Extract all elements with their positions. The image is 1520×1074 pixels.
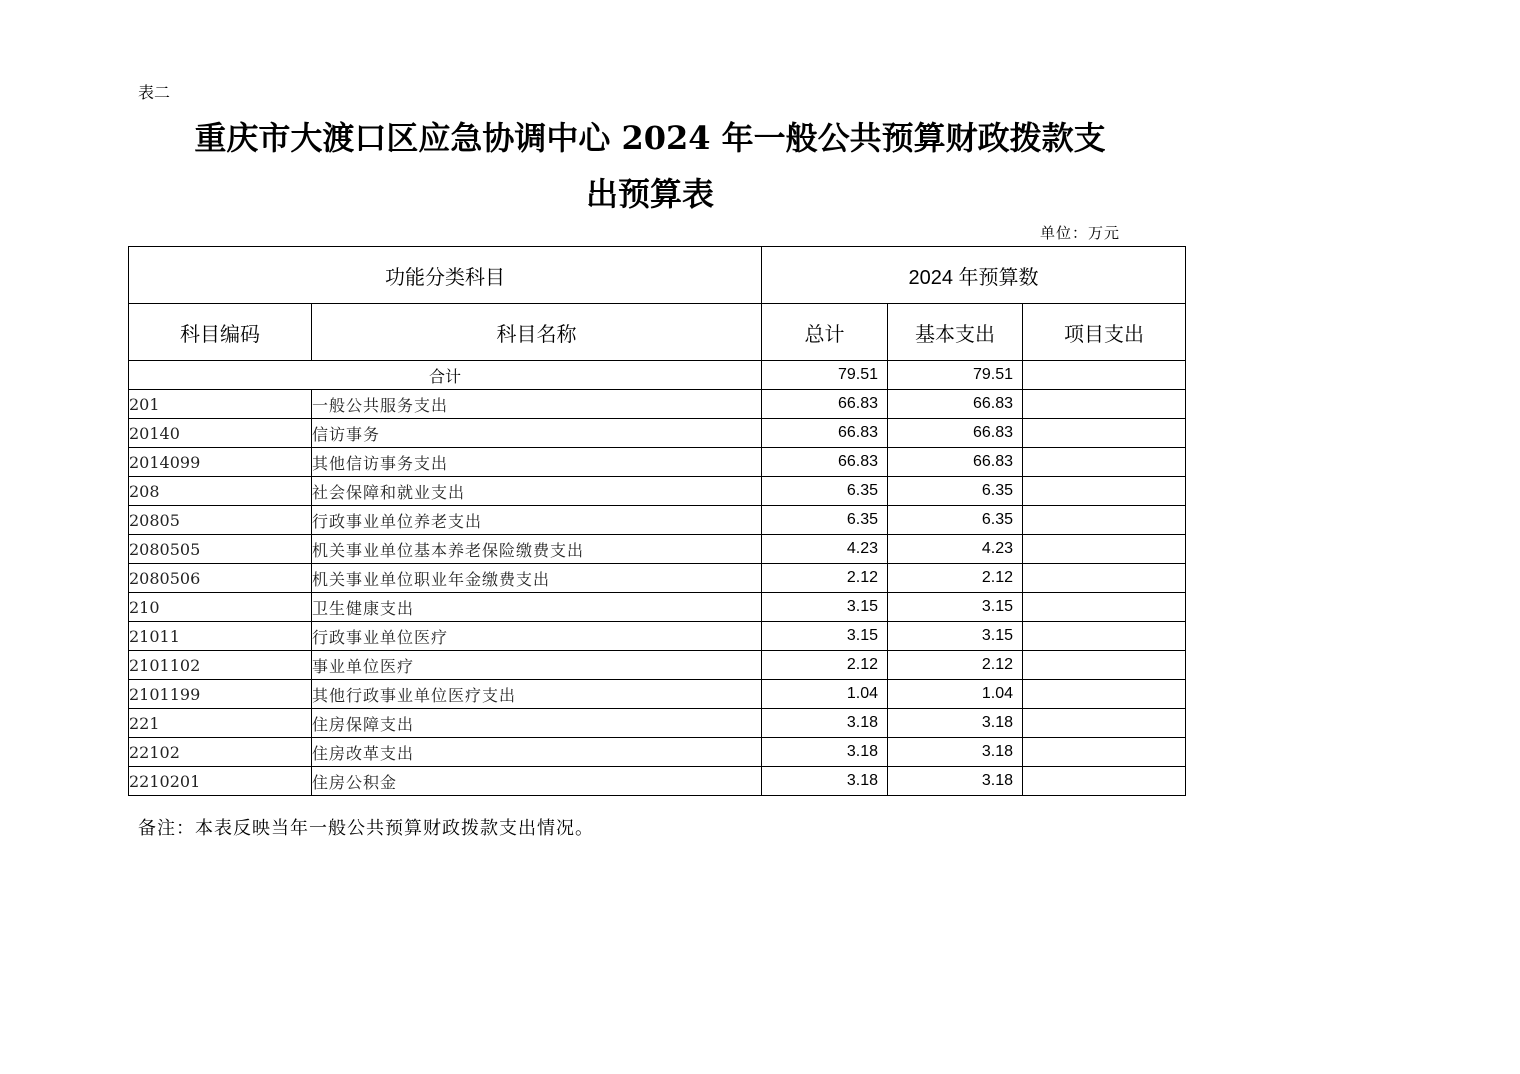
table-row: [129, 390, 1186, 419]
row-project: [1023, 593, 1186, 622]
row-total: 4.23: [762, 535, 888, 564]
header-basic: 基本支出: [888, 304, 1023, 361]
row-total: 6.35: [762, 506, 888, 535]
table-row: [129, 738, 1186, 767]
title-line-2: 出预算表: [585, 175, 714, 213]
row-code: 2014099: [129, 448, 312, 477]
table-label: 表二: [138, 83, 171, 102]
row-code: 2101199: [129, 680, 312, 709]
page-title: [120, 110, 1180, 222]
header-code: 科目编码: [129, 304, 312, 361]
row-total: 3.15: [762, 622, 888, 651]
row-basic: 1.04: [888, 680, 1023, 709]
header-group-row: [129, 247, 1186, 304]
row-code: 2101102: [129, 651, 312, 680]
row-total: 6.35: [762, 477, 888, 506]
row-basic: 66.83: [888, 390, 1023, 419]
row-project: [1023, 709, 1186, 738]
total-row: [129, 361, 1186, 390]
row-code: 210: [129, 593, 312, 622]
row-total: 3.15: [762, 593, 888, 622]
row-name: 行政事业单位养老支出: [312, 506, 762, 535]
row-basic: 3.15: [888, 593, 1023, 622]
header-project: 项目支出: [1023, 304, 1186, 361]
row-name: 机关事业单位职业年金缴费支出: [312, 564, 762, 593]
total-label: 合计: [129, 361, 762, 390]
row-code: 2080505: [129, 535, 312, 564]
table-row: [129, 651, 1186, 680]
row-total: 3.18: [762, 709, 888, 738]
row-basic: 2.12: [888, 564, 1023, 593]
row-code: 22102: [129, 738, 312, 767]
table-row: [129, 622, 1186, 651]
header-subject-group: 功能分类科目: [129, 247, 762, 304]
table-row: [129, 564, 1186, 593]
row-project: [1023, 506, 1186, 535]
row-project: [1023, 767, 1186, 796]
row-basic: 66.83: [888, 448, 1023, 477]
row-project: [1023, 651, 1186, 680]
table-row: [129, 535, 1186, 564]
header-budget-group: 2024 年预算数: [762, 247, 1186, 304]
row-basic: 3.18: [888, 767, 1023, 796]
row-project: [1023, 477, 1186, 506]
table-row: [129, 506, 1186, 535]
row-name: 住房改革支出: [312, 738, 762, 767]
row-project: [1023, 564, 1186, 593]
row-name: 住房保障支出: [312, 709, 762, 738]
row-basic: 6.35: [888, 477, 1023, 506]
row-total: 1.04: [762, 680, 888, 709]
header-name: 科目名称: [312, 304, 762, 361]
row-name: 机关事业单位基本养老保险缴费支出: [312, 535, 762, 564]
table-row: [129, 680, 1186, 709]
row-basic: 3.18: [888, 709, 1023, 738]
row-basic: 3.18: [888, 738, 1023, 767]
row-project: [1023, 535, 1186, 564]
unit-label: 单位：万元: [1040, 224, 1121, 242]
row-name: 其他行政事业单位医疗支出: [312, 680, 762, 709]
row-project: [1023, 680, 1186, 709]
row-basic: 6.35: [888, 506, 1023, 535]
row-code: 221: [129, 709, 312, 738]
row-code: 21011: [129, 622, 312, 651]
row-code: 20805: [129, 506, 312, 535]
row-total: 2.12: [762, 651, 888, 680]
row-code: 208: [129, 477, 312, 506]
row-total: 3.18: [762, 738, 888, 767]
row-project: [1023, 622, 1186, 651]
row-name: 信访事务: [312, 419, 762, 448]
row-code: 2080506: [129, 564, 312, 593]
row-total: 66.83: [762, 448, 888, 477]
header-total: 总计: [762, 304, 888, 361]
row-basic: 2.12: [888, 651, 1023, 680]
row-name: 一般公共服务支出: [312, 390, 762, 419]
row-name: 行政事业单位医疗: [312, 622, 762, 651]
row-code: 201: [129, 390, 312, 419]
total-project: [1023, 361, 1186, 390]
row-basic: 66.83: [888, 419, 1023, 448]
row-name: 住房公积金: [312, 767, 762, 796]
row-total: 66.83: [762, 419, 888, 448]
row-code: 20140: [129, 419, 312, 448]
total-total: 79.51: [762, 361, 888, 390]
row-project: [1023, 738, 1186, 767]
table-row: [129, 477, 1186, 506]
table-row: [129, 419, 1186, 448]
table-row: [129, 709, 1186, 738]
row-basic: 4.23: [888, 535, 1023, 564]
table-row: [129, 448, 1186, 477]
row-basic: 3.15: [888, 622, 1023, 651]
table-row: [129, 593, 1186, 622]
row-total: 3.18: [762, 767, 888, 796]
budget-table: [128, 246, 1186, 796]
row-name: 社会保障和就业支出: [312, 477, 762, 506]
title-line-1: 重庆市大渡口区应急协调中心 2024 年一般公共预算财政拨款支: [194, 119, 1106, 157]
row-total: 66.83: [762, 390, 888, 419]
row-project: [1023, 448, 1186, 477]
row-name: 卫生健康支出: [312, 593, 762, 622]
footnote: 备注：本表反映当年一般公共预算财政拨款支出情况。: [138, 818, 594, 839]
row-project: [1023, 419, 1186, 448]
row-code: 2210201: [129, 767, 312, 796]
row-total: 2.12: [762, 564, 888, 593]
row-name: 其他信访事务支出: [312, 448, 762, 477]
row-project: [1023, 390, 1186, 419]
row-name: 事业单位医疗: [312, 651, 762, 680]
table-row: [129, 767, 1186, 796]
total-basic: 79.51: [888, 361, 1023, 390]
header-column-row: [129, 304, 1186, 361]
